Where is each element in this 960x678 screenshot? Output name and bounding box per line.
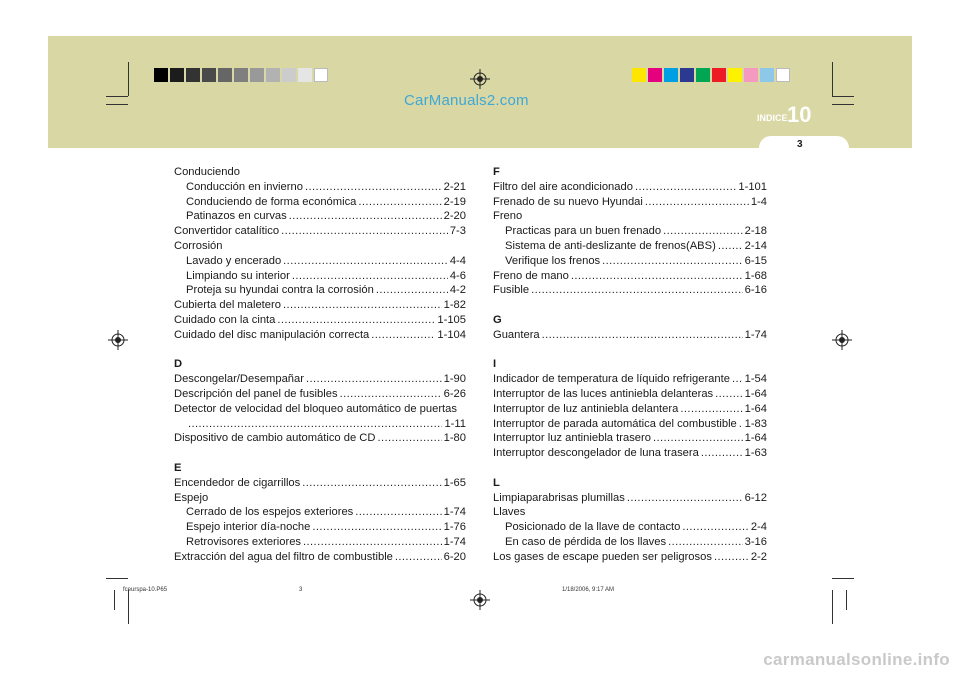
registration-mark-icon xyxy=(470,590,490,610)
color-swatch xyxy=(680,68,694,82)
index-entry xyxy=(174,372,466,387)
color-swatch xyxy=(664,68,678,82)
dot-leader xyxy=(645,195,749,210)
index-entry-page: 2-4 xyxy=(750,521,767,534)
index-entry-page: 1-74 xyxy=(443,535,466,548)
dot-leader xyxy=(292,269,448,284)
registration-mark-icon xyxy=(832,330,852,350)
dot-leader xyxy=(305,180,442,195)
index-entry-title: Interruptor descongelador de luna trasera xyxy=(493,447,699,460)
index-entry-title: Proteja su hyundai contra la corrosión xyxy=(186,284,374,297)
process-color-bar xyxy=(632,68,792,82)
dot-leader xyxy=(371,328,435,343)
dot-leader xyxy=(701,446,743,461)
index-entry xyxy=(174,520,466,535)
dot-leader xyxy=(718,239,743,254)
index-entry xyxy=(493,283,767,298)
index-entry-title: Convertidor catalítico xyxy=(174,225,280,238)
index-entry xyxy=(493,239,767,254)
color-swatch xyxy=(696,68,710,82)
dot-leader xyxy=(283,254,448,269)
index-entry xyxy=(493,180,767,195)
color-swatch xyxy=(760,68,774,82)
index-entry xyxy=(174,224,466,239)
dot-leader xyxy=(283,298,442,313)
index-entry-title: Extracción del agua del filtro de combustible xyxy=(174,550,393,563)
index-entry-page: 1-4 xyxy=(750,195,767,208)
index-entry-title: Retrovisores exteriores xyxy=(186,535,302,548)
color-swatch xyxy=(712,68,726,82)
crop-mark xyxy=(128,62,129,96)
index-entry-page: 2-20 xyxy=(443,210,466,223)
crop-mark xyxy=(832,578,854,579)
index-entry-title: En caso de pérdida de los llaves xyxy=(505,535,667,548)
index-group-heading: Conduciendo xyxy=(174,166,240,178)
index-entry-page: 2-21 xyxy=(443,180,466,193)
dot-leader xyxy=(682,520,748,535)
dot-leader xyxy=(732,372,743,387)
index-entry-title: Interruptor de las luces antiniebla delanteras xyxy=(493,387,714,400)
index-column-right xyxy=(493,165,767,565)
index-entry-title: Cuidado con la cinta xyxy=(174,313,276,326)
index-entry-page: 1-76 xyxy=(443,521,466,534)
page-tab xyxy=(759,136,849,160)
index-entry-title: Fusible xyxy=(493,284,530,297)
crop-mark xyxy=(832,104,854,105)
index-entry-page: 1-11 xyxy=(444,417,466,430)
index-entry-page: 4-2 xyxy=(449,284,466,297)
dot-leader xyxy=(635,180,736,195)
index-entry-title: Limpiaparabrisas plumillas xyxy=(493,491,625,504)
color-swatch xyxy=(170,68,184,82)
index-entry-page: 6-20 xyxy=(443,550,466,563)
index-entry xyxy=(174,431,466,446)
index-letter-heading: L xyxy=(493,476,500,489)
index-entry xyxy=(174,476,466,491)
color-swatch xyxy=(154,68,168,82)
dot-leader xyxy=(188,417,442,432)
index-entry-page: 2-2 xyxy=(750,550,767,563)
index-entry-page: 6-12 xyxy=(744,491,767,504)
index-entry xyxy=(493,195,767,210)
color-swatch xyxy=(632,68,646,82)
index-entry xyxy=(174,550,466,565)
index-letter-heading: E xyxy=(174,461,182,474)
index-group-heading: Freno xyxy=(493,210,523,223)
index-entry xyxy=(493,535,767,550)
index-entry-page: 1-101 xyxy=(738,180,767,193)
index-entry xyxy=(174,387,466,402)
crop-mark xyxy=(846,590,847,610)
dot-leader xyxy=(303,535,442,550)
dot-leader xyxy=(663,224,742,239)
index-letter-heading: D xyxy=(174,358,183,371)
index-entry-page: 1-74 xyxy=(443,506,466,519)
index-letter-heading: I xyxy=(493,358,497,371)
footer-datetime: 1/18/2006, 9:17 AM xyxy=(562,587,615,593)
index-spacer xyxy=(493,461,767,476)
index-entry xyxy=(174,195,466,210)
index-spacer xyxy=(174,343,466,358)
index-entry-title: Interruptor luz antiniebla trasero xyxy=(493,432,651,445)
crop-mark xyxy=(832,96,854,97)
index-entry-title: Encendedor de cigarrillos xyxy=(174,476,301,489)
dot-leader xyxy=(653,431,743,446)
index-entry xyxy=(493,254,767,269)
color-swatch xyxy=(234,68,248,82)
index-entry xyxy=(493,520,767,535)
index-entry-title: Conduciendo de forma económica xyxy=(186,195,357,208)
dot-leader xyxy=(358,195,441,210)
index-spacer xyxy=(493,343,767,358)
index-entry xyxy=(174,254,466,269)
index-entry xyxy=(493,431,767,446)
index-group-heading: Espejo xyxy=(174,491,209,504)
index-entry-page: 4-6 xyxy=(449,269,466,282)
index-group-heading: Detector de velocidad del bloqueo automático de puertas xyxy=(174,402,457,415)
index-entry xyxy=(493,269,767,284)
color-swatch xyxy=(648,68,662,82)
index-entry-page: 1-90 xyxy=(443,373,466,386)
footer-filename: fceurspa-10.P65 xyxy=(123,587,168,593)
section-number: 10 xyxy=(787,102,812,127)
index-entry xyxy=(493,402,767,417)
index-entry xyxy=(493,550,767,565)
index-entry-page: 1-64 xyxy=(744,387,767,400)
index-entry-page: 7-3 xyxy=(449,225,466,238)
index-entry-page: 1-83 xyxy=(744,417,767,430)
dot-leader xyxy=(340,387,442,402)
index-letter-heading: F xyxy=(493,166,500,178)
index-entry xyxy=(174,209,466,224)
color-swatch xyxy=(218,68,232,82)
dot-leader xyxy=(571,269,743,284)
index-entry xyxy=(174,283,466,298)
index-entry-page: 2-19 xyxy=(443,195,466,208)
index-entry-title: Patinazos en curvas xyxy=(186,210,287,223)
index-entry-page: 1-63 xyxy=(744,447,767,460)
index-entry-title: Conducción en invierno xyxy=(186,180,303,193)
index-entry xyxy=(493,224,767,239)
crop-mark xyxy=(832,62,833,96)
index-entry-page: 1-65 xyxy=(443,476,466,489)
index-entry-title: Descripción del panel de fusibles xyxy=(174,387,338,400)
index-entry-title: Lavado y encerado xyxy=(186,254,282,267)
color-swatch xyxy=(202,68,216,82)
dot-leader xyxy=(668,535,743,550)
color-swatch xyxy=(314,68,328,82)
grayscale-color-bar xyxy=(154,68,330,82)
color-swatch xyxy=(282,68,296,82)
color-swatch xyxy=(776,68,790,82)
index-entry xyxy=(174,298,466,313)
section-label: INDICE xyxy=(757,113,788,123)
color-swatch xyxy=(728,68,742,82)
index-entry-title: Cuidado del disc manipulación correcta xyxy=(174,328,370,341)
index-entry-title: Cubierta del maletero xyxy=(174,299,281,312)
watermark-text[interactable]: CarManuals2.com xyxy=(404,92,529,109)
index-group-heading: Llaves xyxy=(493,506,526,519)
index-entry-page: 4-4 xyxy=(449,254,466,267)
index-entry-title: Sistema de anti-deslizante de frenos(ABS) xyxy=(505,239,716,252)
index-entry-page: 1-74 xyxy=(744,328,767,341)
color-swatch xyxy=(186,68,200,82)
index-spacer xyxy=(174,446,466,461)
index-entry-title: Posicionado de la llave de contacto xyxy=(505,521,681,534)
page-number: 3 xyxy=(797,139,803,150)
footer-page: 3 xyxy=(299,587,303,593)
index-entry xyxy=(174,313,466,328)
dot-leader xyxy=(376,283,448,298)
index-entry-title: Freno de mano xyxy=(493,269,569,282)
dot-leader xyxy=(531,283,743,298)
dot-leader xyxy=(739,417,743,432)
index-entry-page: 1-64 xyxy=(744,432,767,445)
color-swatch xyxy=(298,68,312,82)
index-entry xyxy=(493,491,767,506)
color-swatch xyxy=(744,68,758,82)
index-entry-title: Interruptor de parada automática del combustible xyxy=(493,417,737,430)
index-entry-page: 3-16 xyxy=(744,535,767,548)
dot-leader xyxy=(602,254,742,269)
dot-leader xyxy=(355,505,441,520)
index-entry xyxy=(174,535,466,550)
registration-mark-icon xyxy=(108,330,128,350)
index-entry-page: 1-64 xyxy=(744,402,767,415)
index-entry-page: 2-14 xyxy=(744,239,767,252)
crop-mark xyxy=(128,590,129,624)
index-entry-title: Verifique los frenos xyxy=(505,254,601,267)
dot-leader xyxy=(302,476,441,491)
index-entry-title: Filtro del aire acondicionado xyxy=(493,180,633,193)
index-spacer xyxy=(493,298,767,313)
index-entry-page: 1-105 xyxy=(437,313,466,326)
color-swatch xyxy=(250,68,264,82)
index-entry-title: Guantera xyxy=(493,328,540,341)
crop-mark xyxy=(106,578,128,579)
dot-leader xyxy=(377,431,441,446)
index-entry-page: 6-16 xyxy=(744,284,767,297)
index-entry-page: 2-18 xyxy=(744,225,767,238)
index-column-left xyxy=(174,165,466,565)
dot-leader xyxy=(714,550,749,565)
registration-mark-icon xyxy=(470,69,490,89)
dot-leader xyxy=(395,550,442,565)
index-entry xyxy=(174,417,466,432)
index-entry-title: Cerrado de los espejos exteriores xyxy=(186,506,354,519)
index-group-heading: Corrosión xyxy=(174,239,223,252)
index-entry xyxy=(493,387,767,402)
index-entry xyxy=(174,269,466,284)
index-entry-title: Indicador de temperatura de líquido refrigerante xyxy=(493,373,730,386)
index-entry-page: 6-26 xyxy=(443,387,466,400)
index-entry xyxy=(174,180,466,195)
dot-leader xyxy=(680,402,742,417)
index-entry-title: Frenado de su nuevo Hyundai xyxy=(493,195,643,208)
index-entry-title: Espejo interior día-noche xyxy=(186,521,311,534)
dot-leader xyxy=(627,491,743,506)
dot-leader xyxy=(281,224,448,239)
index-entry-page: 6-15 xyxy=(744,254,767,267)
dot-leader xyxy=(715,387,742,402)
index-entry xyxy=(174,505,466,520)
dot-leader xyxy=(277,313,435,328)
dot-leader xyxy=(312,520,441,535)
index-entry xyxy=(493,372,767,387)
index-entry-page: 1-68 xyxy=(744,269,767,282)
index-letter-heading: G xyxy=(493,313,502,326)
index-entry xyxy=(493,446,767,461)
crop-mark xyxy=(114,590,115,610)
index-entry-title: Interruptor de luz antiniebla delantera xyxy=(493,402,679,415)
crop-mark xyxy=(106,104,128,105)
index-entry xyxy=(493,417,767,432)
color-swatch xyxy=(266,68,280,82)
site-logo[interactable]: carmanualsonline.info xyxy=(763,650,950,669)
index-entry-title: Limpiando su interior xyxy=(186,269,290,282)
dot-leader xyxy=(542,328,743,343)
index-entry-page: 1-80 xyxy=(443,432,466,445)
index-entry-page: 1-82 xyxy=(443,299,466,312)
dot-leader xyxy=(306,372,442,387)
dot-leader xyxy=(289,209,442,224)
crop-mark xyxy=(106,96,128,97)
crop-mark xyxy=(832,590,833,624)
index-entry-title: Los gases de escape pueden ser peligrosos xyxy=(493,550,712,563)
index-entry-page: 1-104 xyxy=(437,328,466,341)
index-entry xyxy=(493,328,767,343)
index-entry-title: Practicas para un buen frenado xyxy=(505,225,662,238)
index-entry xyxy=(174,328,466,343)
index-entry-title: Dispositivo de cambio automático de CD xyxy=(174,432,376,445)
index-entry-title: Descongelar/Desempañar xyxy=(174,373,304,386)
index-entry-page: 1-54 xyxy=(744,373,767,386)
